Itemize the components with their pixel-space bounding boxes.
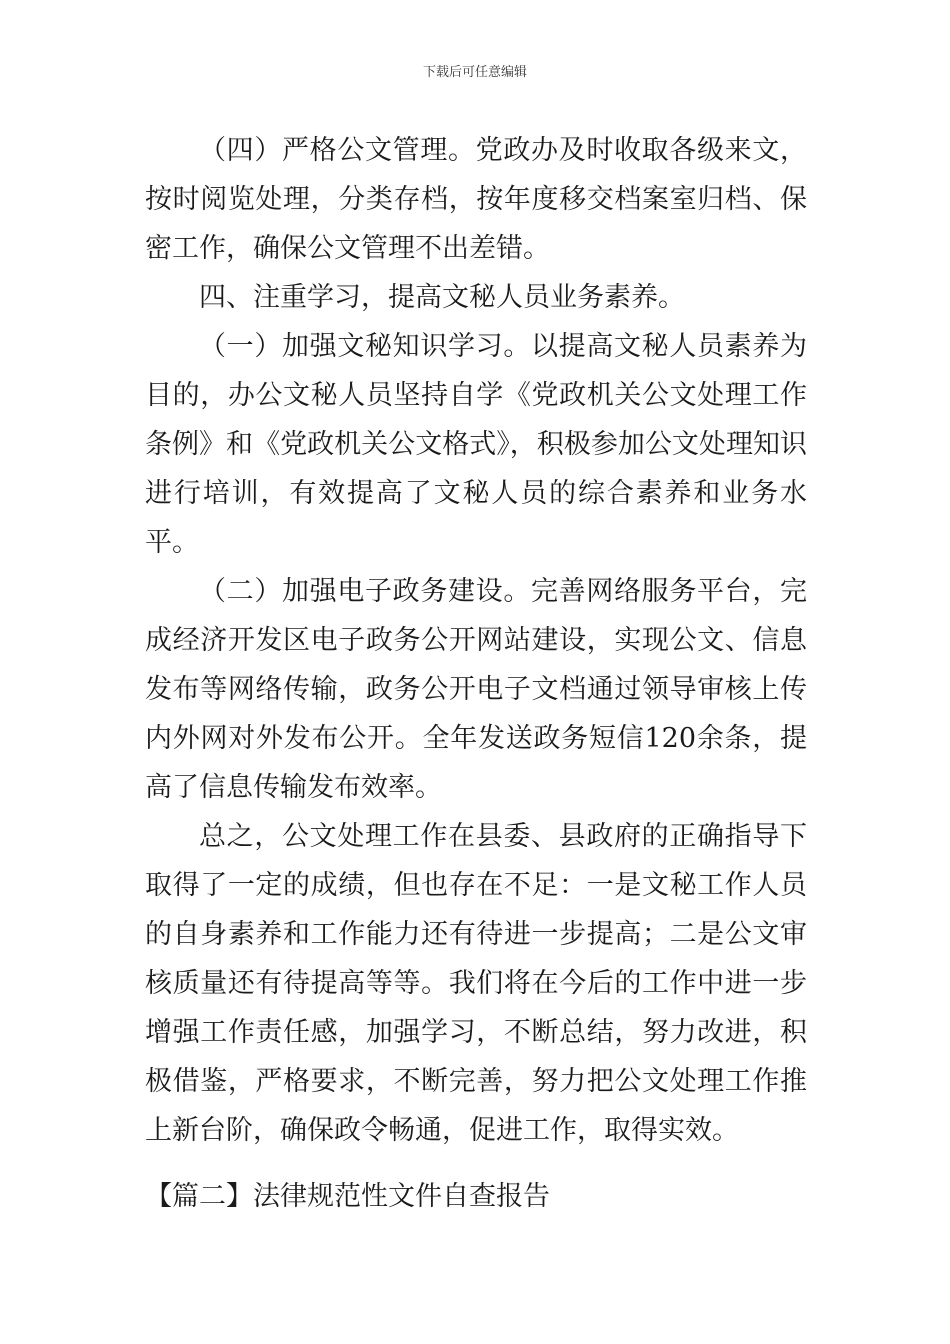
page-header: 下载后可任意编辑 bbox=[422, 65, 527, 80]
document-body bbox=[145, 126, 807, 1155]
paragraph-document-management: （四）严格公文管理。党政办及时收取各级来文，按时阅览处理，分类存档，按年度移交档案室归档、保密工作，确保公文管理不出差错。 bbox=[145, 135, 807, 264]
paragraph-secretary-learning: （一）加强文秘知识学习。以提高文秘人员素养为目的，办公文秘人员坚持自学《党政机关公文处理工作条例》和《党政机关公文格式》，积极参加公文处理知识进行培训，有效提高了文秘人员的综合素养和业务水平。 bbox=[145, 331, 807, 558]
paragraph-e-government: （二）加强电子政务建设。完善网络服务平台，完成经济开发区电子政务公开网站建设，实现公文、信息发布等网络传输，政务公开电子文档通过领导审核上传内外网对外发布公开。全年发送政务短信120余条，提高了信息传输发布效率。 bbox=[145, 576, 807, 803]
section-heading: 【篇二】法律规范性文件自查报告 bbox=[145, 1181, 550, 1212]
paragraph-summary: 总之，公文处理工作在县委、县政府的正确指导下取得了一定的成绩，但也存在不足：一是文秘工作人员的自身素养和工作能力还有待进一步提高；二是公文审核质量还有待提高等等。我们将在今后的工作中进一步增强工作责任感，加强学习，不断总结，努力改进，积极借鉴，严格要求，不断完善，努力把公文处理工作推上新台阶，确保政令畅通，促进工作，取得实效。 bbox=[145, 821, 807, 1146]
paragraph-section-four-title: 四、注重学习，提高文秘人员业务素养。 bbox=[199, 282, 685, 313]
